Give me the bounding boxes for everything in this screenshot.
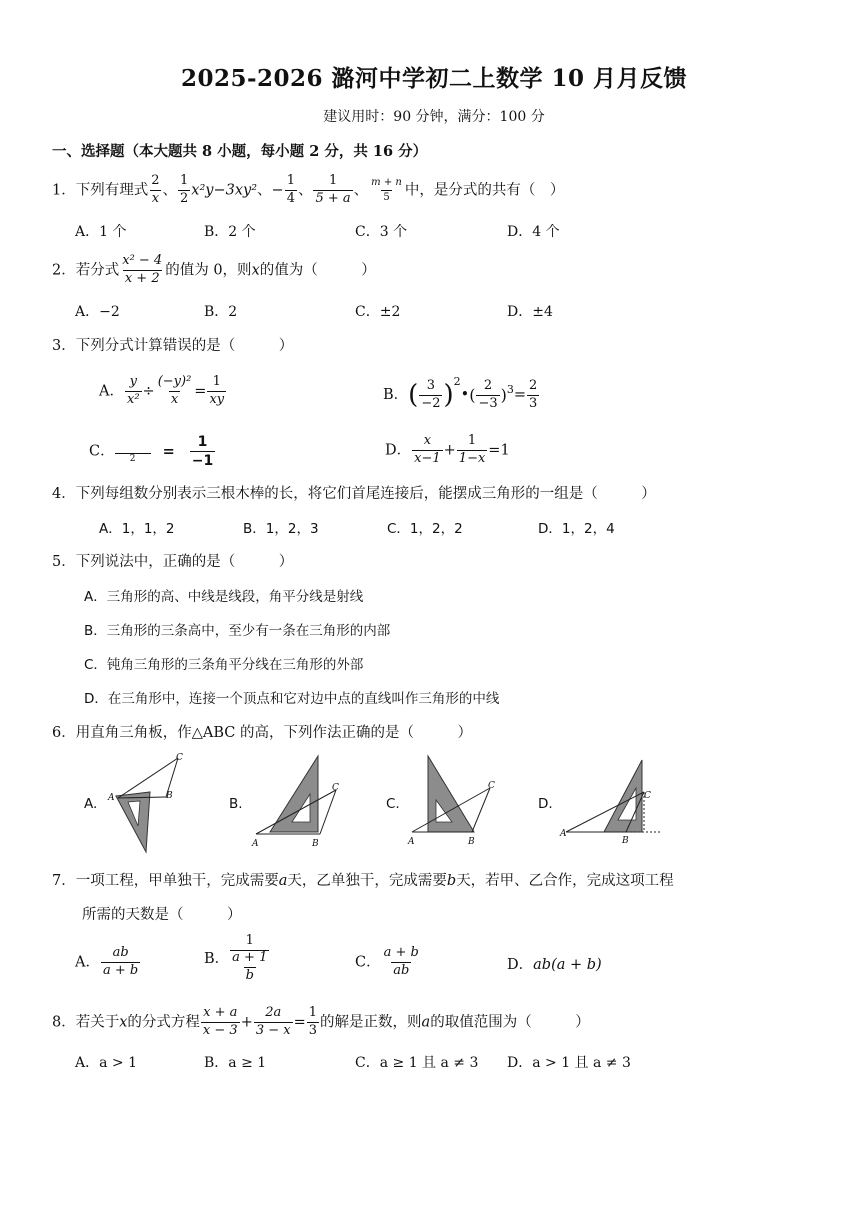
question-7-stem-line-2: 所需的天数是（ ） [82, 907, 242, 923]
q3-d-frac-1: $\frac{x}{x-1}$ [414, 433, 441, 466]
q6-label-c: C. [386, 796, 400, 812]
q5-option-b: B．三角形的三条高中，至少有一条在三角形的内部 [84, 623, 391, 639]
q6-figure-a [106, 752, 196, 854]
q7-a-frac: $\frac{ab}{a + b}$ [102, 945, 139, 978]
q6-b-side-bc [320, 790, 336, 834]
q6-figure-c [404, 752, 504, 852]
question-6-stem: 6．用直角三角板，作△ABC 的高，下列作法正确的是（ ） [52, 725, 472, 741]
q4-option-c: C．1，2，2 [387, 521, 463, 537]
question-4-stem: 4．下列每组数分别表示三根木棒的长，将它们首尾连接后，能摆成三角形的一组是（ ） [52, 486, 656, 502]
q4-option-b: B．1，2，3 [243, 521, 319, 537]
q7-option-a: A． $\frac{ab}{a + b}$ [75, 945, 139, 978]
q2-option-b: B．2 [204, 304, 238, 320]
q4-option-a: A．1，1，2 [99, 521, 175, 537]
section-heading: 一、选择题（本大题共 8 小题，每小题 2 分，共 16 分） [52, 143, 428, 160]
question-1-stem [52, 174, 564, 207]
q6-b-point-b: B [312, 839, 319, 849]
q6-a-point-c: C [176, 753, 183, 763]
q1-option-a: A．1 个 [75, 224, 127, 240]
q2-stem-mid: 的值为 0，则 [165, 262, 252, 279]
q3-a-frac-3: $\frac{1}{xy}$ [209, 374, 225, 407]
q2-var: x [251, 262, 260, 279]
q3-option-a: A． $\frac{y}{\text{x²}}$ ÷ $\frac{\text{(−y)²}}{x}$ = $\frac{1}{xy}$ [99, 374, 225, 407]
q4-option-d: D．1，2，4 [538, 521, 615, 537]
q2-option-c: C．±2 [355, 304, 401, 320]
q7-b-frac: $\frac{1}{\frac{a + 1}{b}}$ [232, 933, 268, 983]
q2-fraction: $\frac{\text{x² − 4}}{x + 2}$ [122, 253, 163, 286]
q7-option-b: B． $\frac{1}{\frac{a + 1}{b}}$ [204, 933, 268, 983]
q7-option-d: D．ab(a + b) [507, 957, 602, 973]
q6-b-point-c: C [332, 783, 339, 793]
q1-sep-2: 、 [257, 182, 272, 199]
q3-option-b: B．( $\frac{3}{-2}$ )$^2$•( $\frac{2}{-3}$ )$^3$= $\frac{2}{3}$ [383, 375, 538, 411]
q6-d-point-b: B [622, 836, 629, 846]
q6-d-point-a: A [560, 829, 567, 839]
q6-c-point-a: A [408, 837, 415, 847]
q3-c-frac: $\frac{1}{-1}$ [191, 434, 214, 470]
q3-b-frac-3: $\frac{2}{3}$ [529, 377, 538, 411]
q7-c-frac: $\frac{a + b}{ab}$ [383, 945, 419, 978]
q1-expr-2: x²y−3xy² [191, 182, 258, 199]
q2-stem-end: 的值为（ ） [259, 262, 376, 279]
q6-label-d: D. [538, 796, 553, 812]
q3-a-frac-1: $\frac{y}{\text{x²}}$ [126, 374, 140, 407]
q2-option-d: D．±4 [507, 304, 553, 320]
question-8-stem: 8．若关于x的分式方程 $\frac{x + a}{x - 3}$ + $\frac{2a}{3 - x}$ = $\frac{1}{3}$ 的解是正数，则a的取值范围为（ ） [52, 1005, 590, 1038]
q1-fraction-3: $\frac{1}{4}$ [286, 173, 295, 206]
question-7-stem-line-1: 7．一项工程，甲单独干，完成需要a天，乙单独干，完成需要b天，若甲、乙合作，完成这项工程 [52, 873, 674, 889]
q5-option-c: C．钝角三角形的三条角平分线在三角形的外部 [84, 657, 364, 673]
q6-label-a: A. [84, 796, 98, 812]
q1-fraction-4: $\frac{1}{5 + a}$ [315, 173, 351, 206]
q6-c-point-c: C [488, 781, 495, 791]
q6-figure-d [558, 752, 668, 852]
q1-sep-1: 、 [162, 182, 178, 199]
q3-a-frac-2: $\frac{\text{(−y)²}}{x}$ [157, 374, 192, 407]
q1-sep-3: 、 [297, 182, 313, 199]
question-3-stem: 3．下列分式计算错误的是（ ） [52, 338, 294, 354]
q2-option-a: A．−2 [75, 304, 120, 320]
q7-option-c: C． $\frac{a + b}{ab}$ [355, 945, 419, 978]
q6-figure-b [248, 752, 348, 852]
q5-option-d: D．在三角形中，连接一个顶点和它对边中点的直线叫作三角形的中线 [84, 691, 500, 707]
q1-option-b: B．2 个 [204, 224, 256, 240]
q1-option-c: C．3 个 [355, 224, 408, 240]
question-2-stem [52, 254, 376, 287]
q6-a-set-square [116, 792, 150, 852]
q1-fraction-1: $\frac{2}{x}$ [151, 173, 160, 206]
q3-option-c: C． 2 = $\frac{1}{-1}$ [89, 434, 214, 470]
q8-option-b: B．a ≥ 1 [204, 1055, 267, 1071]
q6-c-side-bc [472, 788, 490, 832]
q5-option-a: A．三角形的高、中线是线段，角平分线是射线 [84, 589, 364, 605]
q6-a-point-b: B [166, 791, 173, 801]
q1-stem-start: 1．下列有理式 [52, 182, 149, 199]
q1-fraction-5: $\frac{m + n}{5}$ [371, 177, 402, 203]
q3-d-frac-2: $\frac{1}{1-x}$ [458, 433, 486, 466]
q6-b-point-a: A [252, 839, 259, 849]
q8-frac-1: $\frac{x + a}{x - 3}$ [202, 1005, 238, 1038]
q1-neg: − [271, 182, 284, 199]
q1-stem-end: 中，是分式的共有（ ） [404, 182, 565, 199]
q3-b-frac-1: $\frac{3}{-2}$ [421, 377, 441, 411]
page-title: 2025-2026 潞河中学初二上数学 10 月月反馈 [180, 65, 688, 92]
q6-label-b: B. [229, 796, 243, 812]
q8-option-d: D．a > 1 且 a ≠ 3 [507, 1055, 631, 1071]
q1-fraction-2: $\frac{1}{2}$ [180, 173, 189, 206]
q8-option-a: A．a > 1 [75, 1055, 137, 1071]
q1-option-d: D．4 个 [507, 224, 560, 240]
q1-sep-4: 、 [353, 182, 369, 199]
q3-b-frac-2: $\frac{2}{-3}$ [478, 377, 498, 411]
question-5-stem: 5．下列说法中，正确的是（ ） [52, 554, 294, 570]
q8-frac-3: $\frac{1}{3}$ [308, 1005, 318, 1038]
q6-a-point-a: A [108, 793, 115, 803]
page-subtitle: 建议用时：90 分钟，满分：100 分 [323, 109, 545, 125]
q6-d-point-c: C [644, 791, 651, 801]
q6-c-point-b: B [468, 837, 475, 847]
q8-option-c: C．a ≥ 1 且 a ≠ 3 [355, 1055, 479, 1071]
q3-option-d: D． $\frac{x}{x-1}$ + $\frac{1}{1-x}$ =1 [385, 433, 510, 466]
q8-frac-2: $\frac{2a}{3 - x}$ [255, 1005, 291, 1038]
q2-stem-start: 2．若分式 [52, 262, 120, 279]
